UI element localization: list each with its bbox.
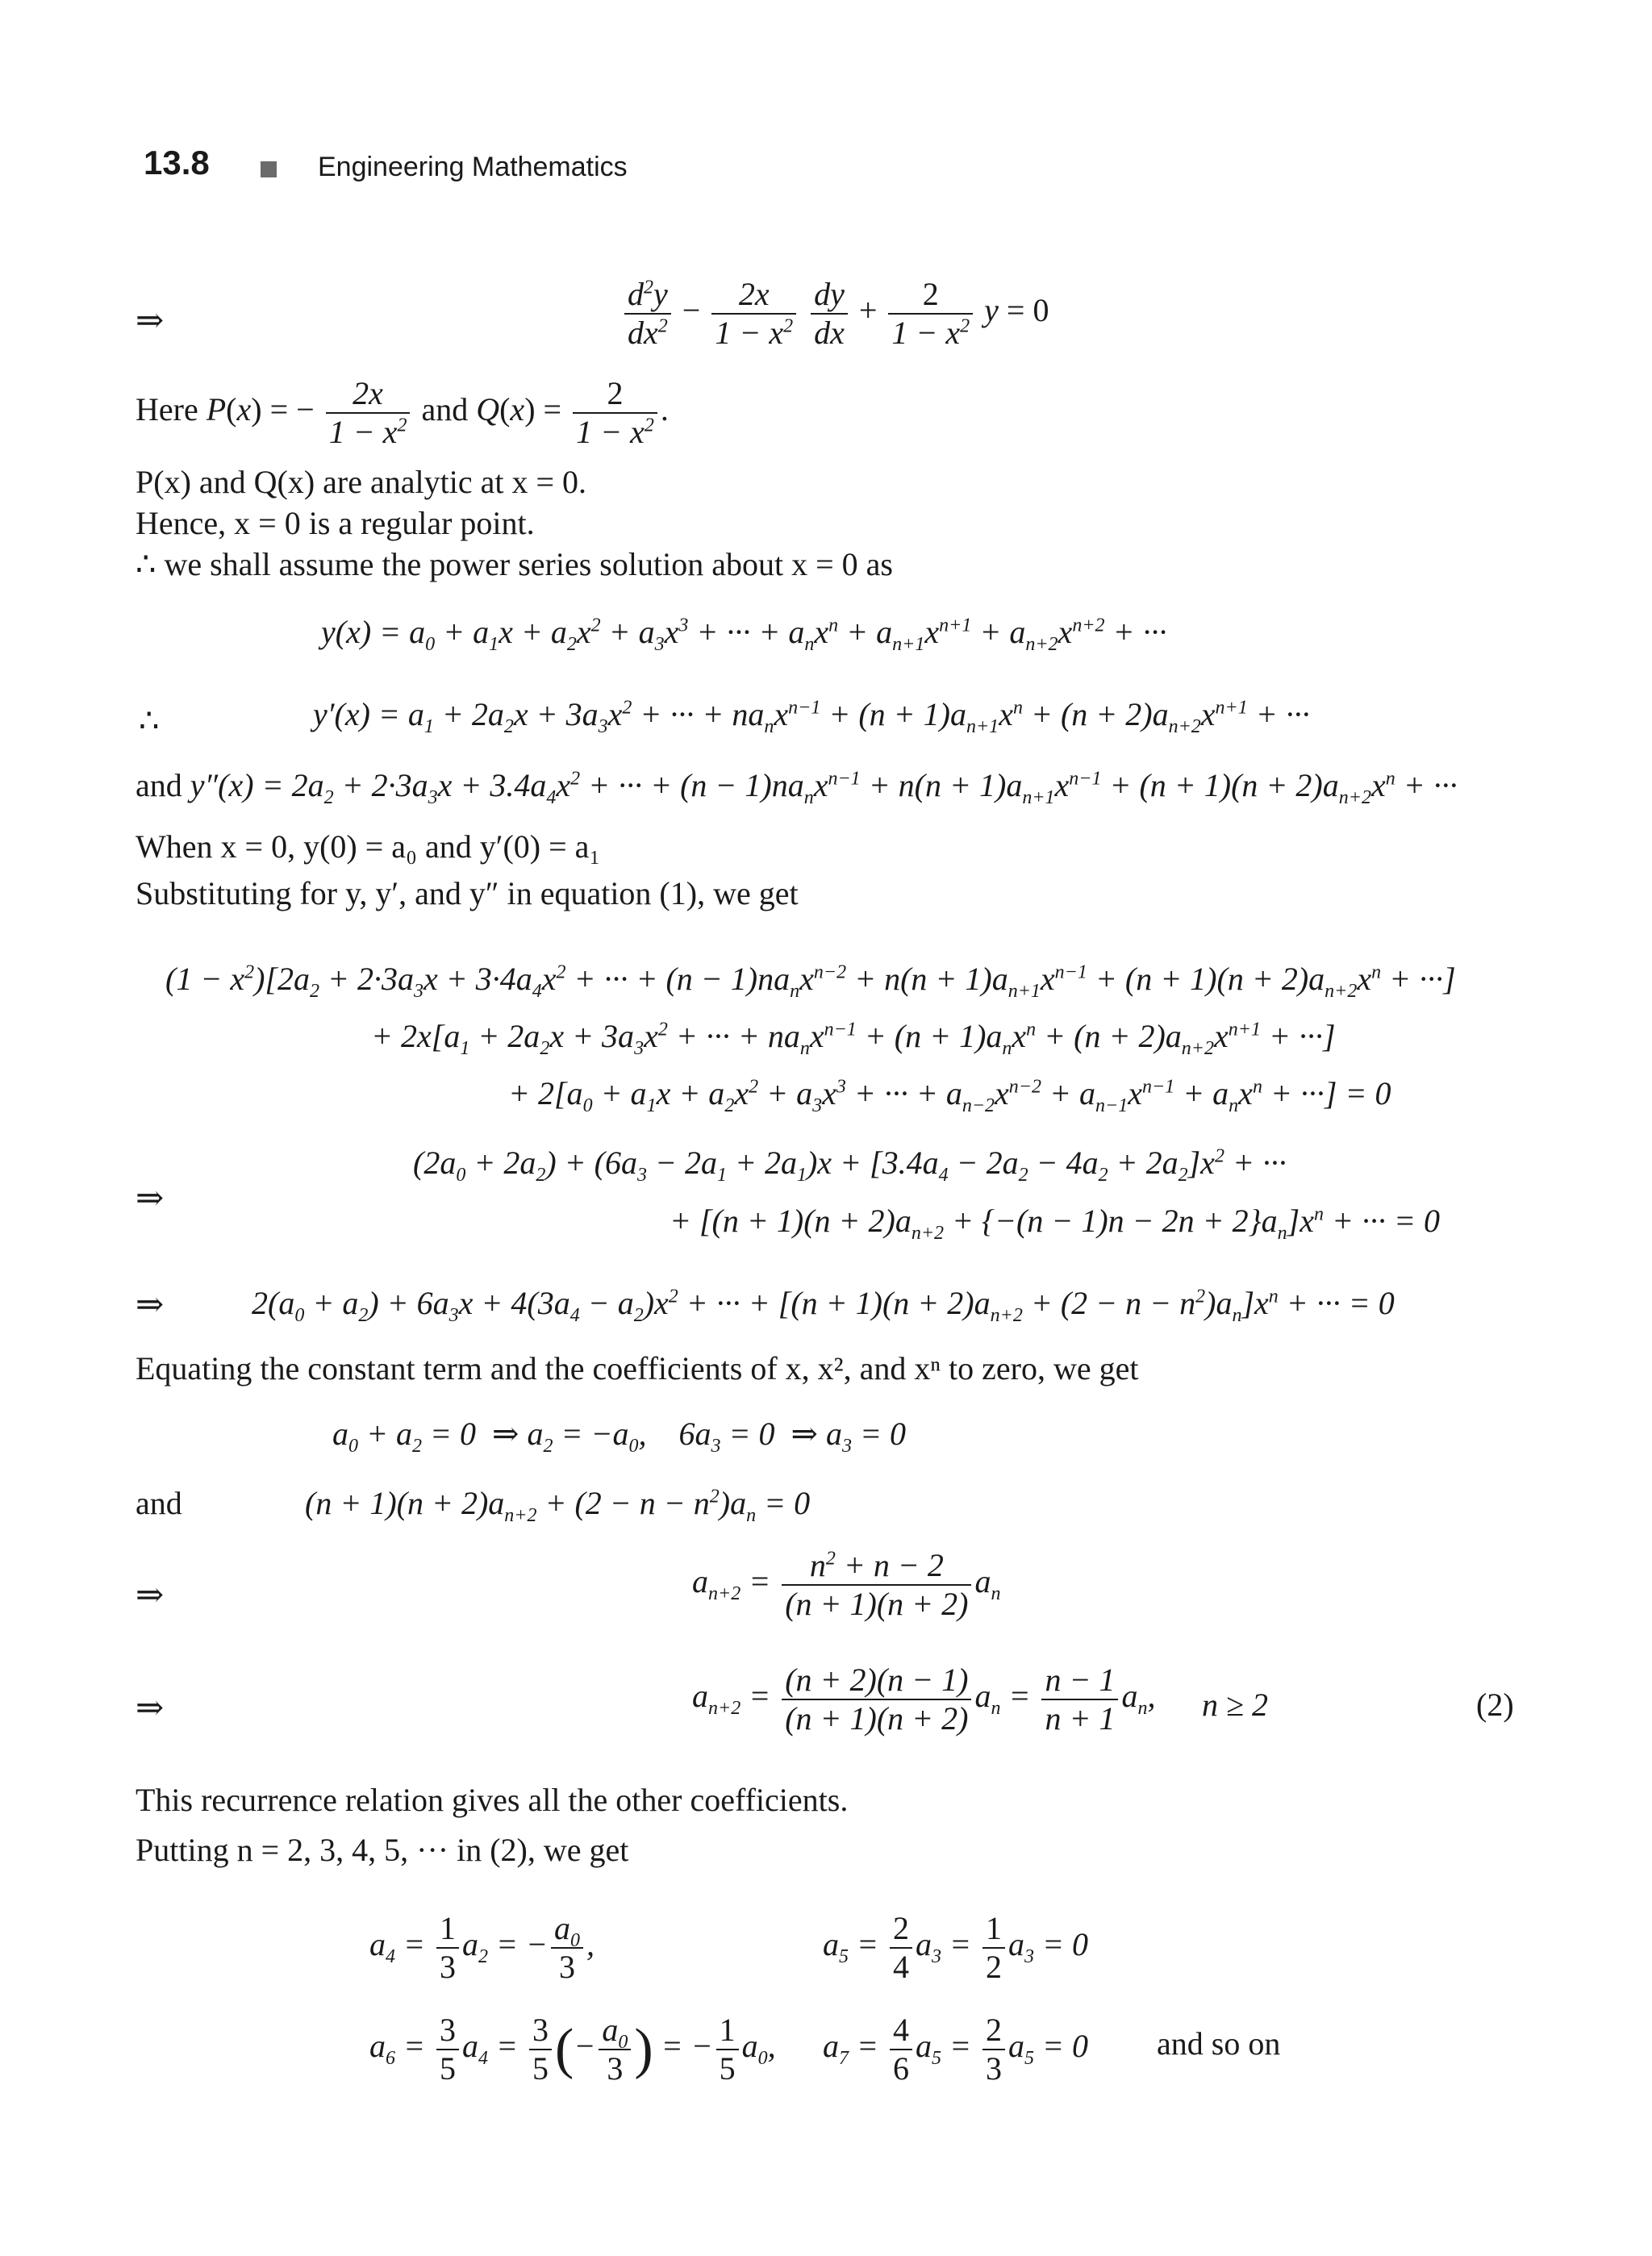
implies-arrow: ⇒ bbox=[136, 1690, 165, 1727]
equation-a7: $a_7$ = $\frac{4}{6}$ $a_5$ = $\frac{2}{3}$ $a_5 = 0$ bbox=[823, 2012, 1088, 2087]
recurrence-condition: n ≥ 2 bbox=[1202, 1687, 1268, 1723]
regular-point-statement: Hence, x = 0 is a regular point. bbox=[136, 505, 535, 541]
power-series-assumption: ∴ we shall assume the power series solution about x = 0 as bbox=[136, 546, 893, 582]
equation-a6: $a_6$ = $\frac{3}{5}$ $a_4$ = $\frac{3}{5}$ (− $\frac{a_0}{3}$ ) = − $\frac{1}{5}$ $a_0$, bbox=[369, 2012, 776, 2087]
equating-statement: Equating the constant term and the coefficients of x, x², and xⁿ to zero, we get bbox=[136, 1350, 1139, 1387]
and-label: and bbox=[136, 767, 182, 803]
putting-statement: Putting n = 2, 3, 4, 5, ··· in (2), we get bbox=[136, 1832, 629, 1868]
recurrence-statement: This recurrence relation gives all the other coefficients. bbox=[136, 1782, 849, 1818]
and-label: and bbox=[421, 391, 469, 428]
equation-collected-line-1: $(2a_0 + 2a_2) + (6a_3 - 2a_1 + 2a_1)x + [3.4a_4 - 2a_2 - 4a_2 + 2a_2]x^2$ + ··· bbox=[413, 1145, 1287, 1186]
equation-a5: $a_5$ = $\frac{2}{4}$ $a_3$ = $\frac{1}{2}$ $a_3 = 0$ bbox=[823, 1910, 1088, 1985]
implies-arrow: ⇒ bbox=[136, 1577, 165, 1614]
therefore-symbol: ∴ bbox=[139, 703, 160, 739]
equation-collected-line-2: + $[(n + 1)(n + 2)a_{n+2} + \{-(n - 1)n - 2n + 2\}a_n]x^n$ + ··· = 0 bbox=[670, 1203, 1440, 1244]
and-label: and bbox=[136, 1485, 182, 1521]
equation-recurrence-form-1: $a_{n+2}$ = $\frac{n^2 + n - 2}{(n + 1)(n + 2)}$ $a_n$ bbox=[692, 1547, 1001, 1622]
initial-conditions: When x = 0, y(0) = a₀ and y′(0) = a₁ bbox=[136, 828, 601, 865]
equation-substitution-line-2: + $2x[a_1 + 2a_2x + 3a_3x^2$ + ··· + $na_nx^{n-1} + (n + 1)a_nx^n + (n + 2)a_{n+2}x^{n+1}$ + ···] bbox=[371, 1018, 1336, 1059]
equation-substitution-line-3: + $2[a_0 + a_1x + a_2x^2 + a_3x^3$ + ··· + $a_{n-2}x^{n-2} + a_{n-1}x^{n-1} + a_nx^n$ + ···] = 0 bbox=[508, 1075, 1391, 1116]
substituting-statement: Substituting for y, y′, and y″ in equation (1), we get bbox=[136, 875, 799, 911]
book-title: Engineering Mathematics bbox=[318, 152, 628, 182]
equation-number: (2) bbox=[1476, 1687, 1514, 1723]
equation-substitution-line-1: $(1 - x^2)[2a_2 + 2\cdot 3a_3x + 3\cdot 4a_4x^2$ + ··· + $(n - 1)na_nx^{n-2} + n(n + 1)a_{n+1}x^{n-1} + (n + 1)(n + 2)a_{n+2}x^n$ + ···] bbox=[165, 961, 1456, 1002]
implies-arrow: ⇒ bbox=[136, 1180, 165, 1217]
equation-second-derivative: and $y''(x) = 2a_2 + 2\cdot 3a_3x + 3.4a_4x^2$ + ··· + $(n - 1)na_nx^{n-1} + n(n + 1)a_{n+1}x^{n-1} + (n + 1)(n + 2)a_{n+2}x^n$ + ··· bbox=[136, 767, 1458, 808]
here-label: Here bbox=[136, 391, 198, 428]
equation-recurrence-form-2: $a_{n+2}$ = $\frac{(n + 2)(n - 1)}{(n + 1)(n + 2)}$ $a_n$ = $\frac{n - 1}{n + 1}$ $a_n$, bbox=[692, 1662, 1156, 1737]
equation-p-q-definition: Here P(x) = − $\frac{2x}{1 - x^2}$ and Q(x) = $\frac{2}{1 - x^2}$ . bbox=[136, 375, 669, 450]
equation-simplified: $2(a_0 + a_2) + 6a_3x + 4(3a_4 - a_2)x^2$ + ··· + $[(n + 1)(n + 2)a_{n+2} + (2 - n - n^2)a_n]x^n$ + ··· = 0 bbox=[252, 1285, 1395, 1326]
equation-first-derivative: $y'(x) = a_1 + 2a_2x + 3a_3x^2$ + ··· + $na_nx^{n-1} + (n + 1)a_{n+1}x^n + (n + 2)a_{n+2}x^{n+1}$ + ··· bbox=[313, 696, 1310, 737]
equation-recurrence-raw: $(n + 1)(n + 2)a_{n+2} + (2 - n - n^2)a_n = 0$ bbox=[305, 1485, 811, 1526]
analytic-statement: P(x) and Q(x) are analytic at x = 0. bbox=[136, 464, 587, 500]
equation-power-series-y: $y(x) = a_0 + a_1x + a_2x^2 + a_3x^3$ + ··· + $a_nx^n + a_{n+1}x^{n+1} + a_{n+2}x^{n+2}$ + ··· bbox=[321, 614, 1167, 655]
equation-normalized-ode: $\frac{d^2y}{dx^2}$ − $\frac{2x}{1 - x^2}$ $\frac{dy}{dx}$ + $\frac{2}{1 - x^2}$ y = 0 bbox=[621, 276, 1049, 352]
and-so-on-label: and so on bbox=[1157, 2025, 1281, 2062]
equation-a2-a3: $a_0 + a_2 = 0$ ⇒ $a_2 = -a_0$, $6a_3 = 0$ ⇒ $a_3 = 0$ bbox=[332, 1416, 907, 1457]
implies-arrow: ⇒ bbox=[136, 302, 165, 340]
implies-arrow: ⇒ bbox=[136, 1286, 165, 1324]
header-square-icon bbox=[261, 161, 277, 177]
section-number: 13.8 bbox=[144, 144, 210, 181]
equation-a4: $a_4$ = $\frac{1}{3}$ $a_2$ = − $\frac{a_0}{3}$ , bbox=[369, 1910, 594, 1985]
